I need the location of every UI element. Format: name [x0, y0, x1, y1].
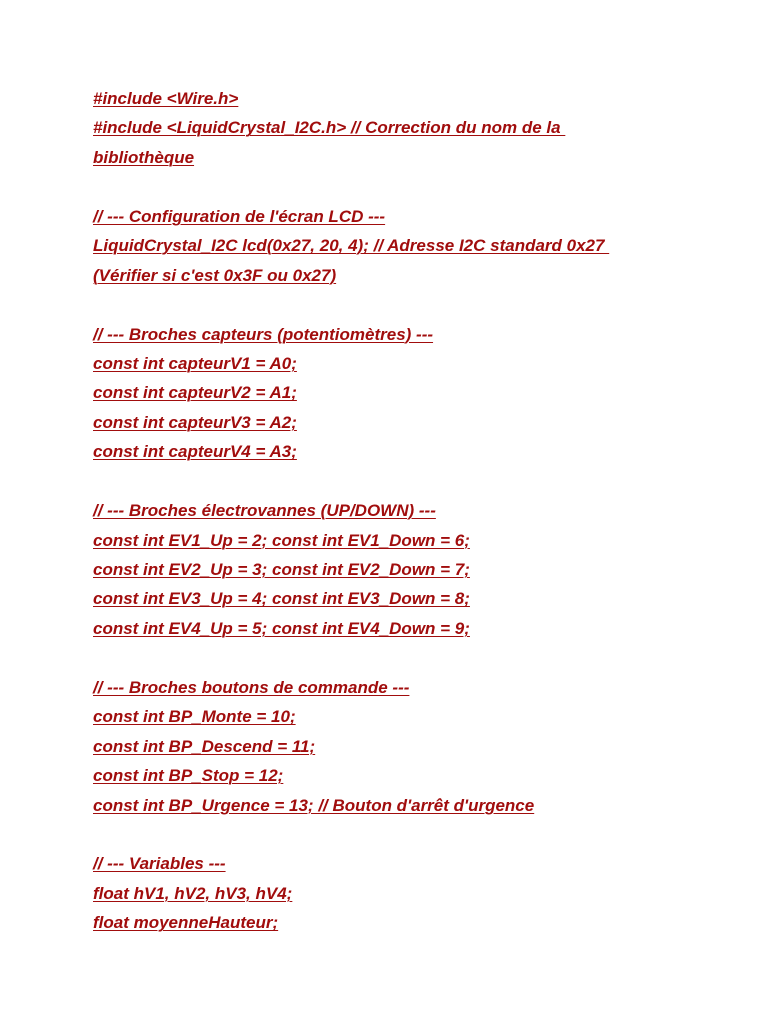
code-line: const int BP_Urgence = 13; // Bouton d'arrêt d'urgence	[93, 795, 535, 815]
blank-line	[93, 643, 713, 672]
code-comment: // --- Broches capteurs (potentiomètres) ---	[93, 324, 434, 344]
code-line: const int EV2_Up = 3; const int EV2_Down = 7;	[93, 560, 470, 579]
blank-line	[93, 467, 713, 496]
code-line: const int capteurV3 = A2;	[93, 412, 297, 432]
code-comment: // --- Variables ---	[93, 854, 226, 874]
code-line: (Vérifier si c'est 0x3F ou 0x27)	[93, 265, 337, 285]
code-line: float hV1, hV2, hV3, hV4;	[93, 883, 293, 903]
code-line: #include <Wire.h>	[93, 89, 239, 108]
code-line: const int BP_Monte = 10;	[93, 707, 296, 727]
code-line: const int BP_Descend = 11;	[93, 736, 316, 756]
blank-line	[93, 172, 713, 201]
code-line: #include <LiquidCrystal_I2C.h> // Correction du nom de la	[93, 118, 566, 138]
code-line: const int capteurV2 = A1;	[93, 383, 297, 403]
code-document	[93, 84, 713, 938]
code-line: LiquidCrystal_I2C lcd(0x27, 20, 4); // Adresse I2C standard 0x27	[93, 236, 610, 256]
code-line: bibliothèque	[93, 147, 195, 167]
code-line: float moyenneHauteur;	[93, 913, 279, 933]
code-comment: // --- Configuration de l'écran LCD ---	[93, 206, 386, 226]
blank-line	[93, 820, 713, 849]
code-line: const int capteurV1 = A0;	[93, 353, 297, 373]
code-comment: // --- Broches boutons de commande ---	[93, 677, 410, 697]
code-line: const int EV1_Up = 2; const int EV1_Down = 6;	[93, 530, 470, 550]
code-line: const int EV3_Up = 4; const int EV3_Down = 8;	[93, 589, 470, 609]
code-comment: // --- Broches électrovannes (UP/DOWN) ---	[93, 501, 436, 521]
code-line: const int EV4_Up = 5; const int EV4_Down = 9;	[93, 618, 470, 638]
code-line: const int capteurV4 = A3;	[93, 442, 297, 462]
code-line: const int BP_Stop = 12;	[93, 766, 284, 786]
blank-line	[93, 290, 713, 319]
